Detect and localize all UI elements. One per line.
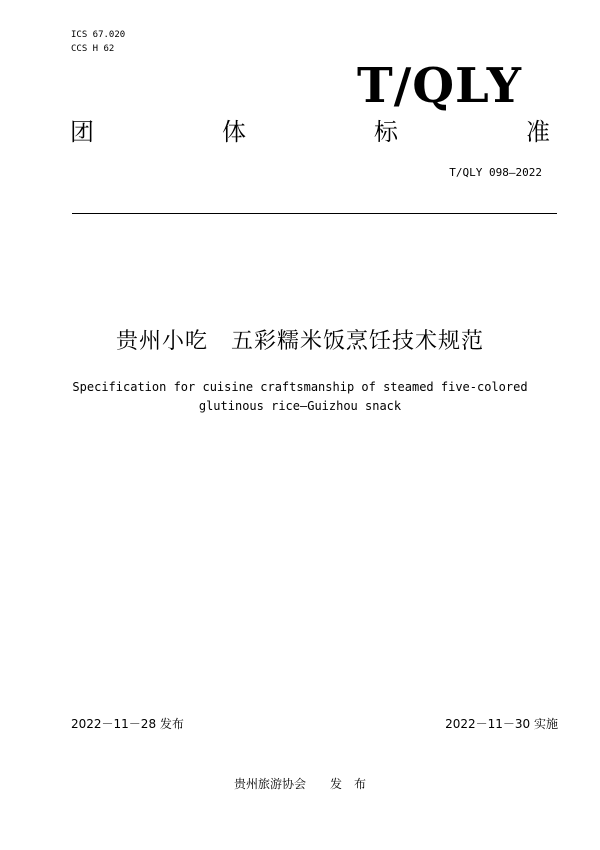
standard-type-char: 团 bbox=[70, 118, 94, 146]
implement-date: 2022－11－30 实施 bbox=[445, 717, 558, 731]
header-divider bbox=[72, 213, 557, 214]
standard-type-char: 准 bbox=[526, 118, 550, 146]
title-chinese: 贵州小吃 五彩糯米饭烹饪技术规范 bbox=[115, 329, 484, 354]
standard-type-char: 体 bbox=[222, 118, 246, 146]
title-english-line1: Specification for cuisine craftsmanship of steamed five-colored bbox=[72, 380, 528, 394]
standard-type bbox=[70, 118, 550, 146]
standard-type-char: 标 bbox=[374, 118, 398, 146]
publisher: 贵州旅游协会 发 布 bbox=[233, 777, 366, 791]
title-english-line2: glutinous rice—Guizhou snack bbox=[198, 399, 402, 413]
standard-logo: T/QLY bbox=[356, 58, 522, 114]
ccs-code: CCS H 62 bbox=[71, 44, 115, 54]
publish-date: 2022－11－28 发布 bbox=[71, 717, 184, 731]
standard-number: T/QLY 098—2022 bbox=[449, 166, 542, 179]
ics-code: ICS 67.020 bbox=[71, 30, 126, 40]
